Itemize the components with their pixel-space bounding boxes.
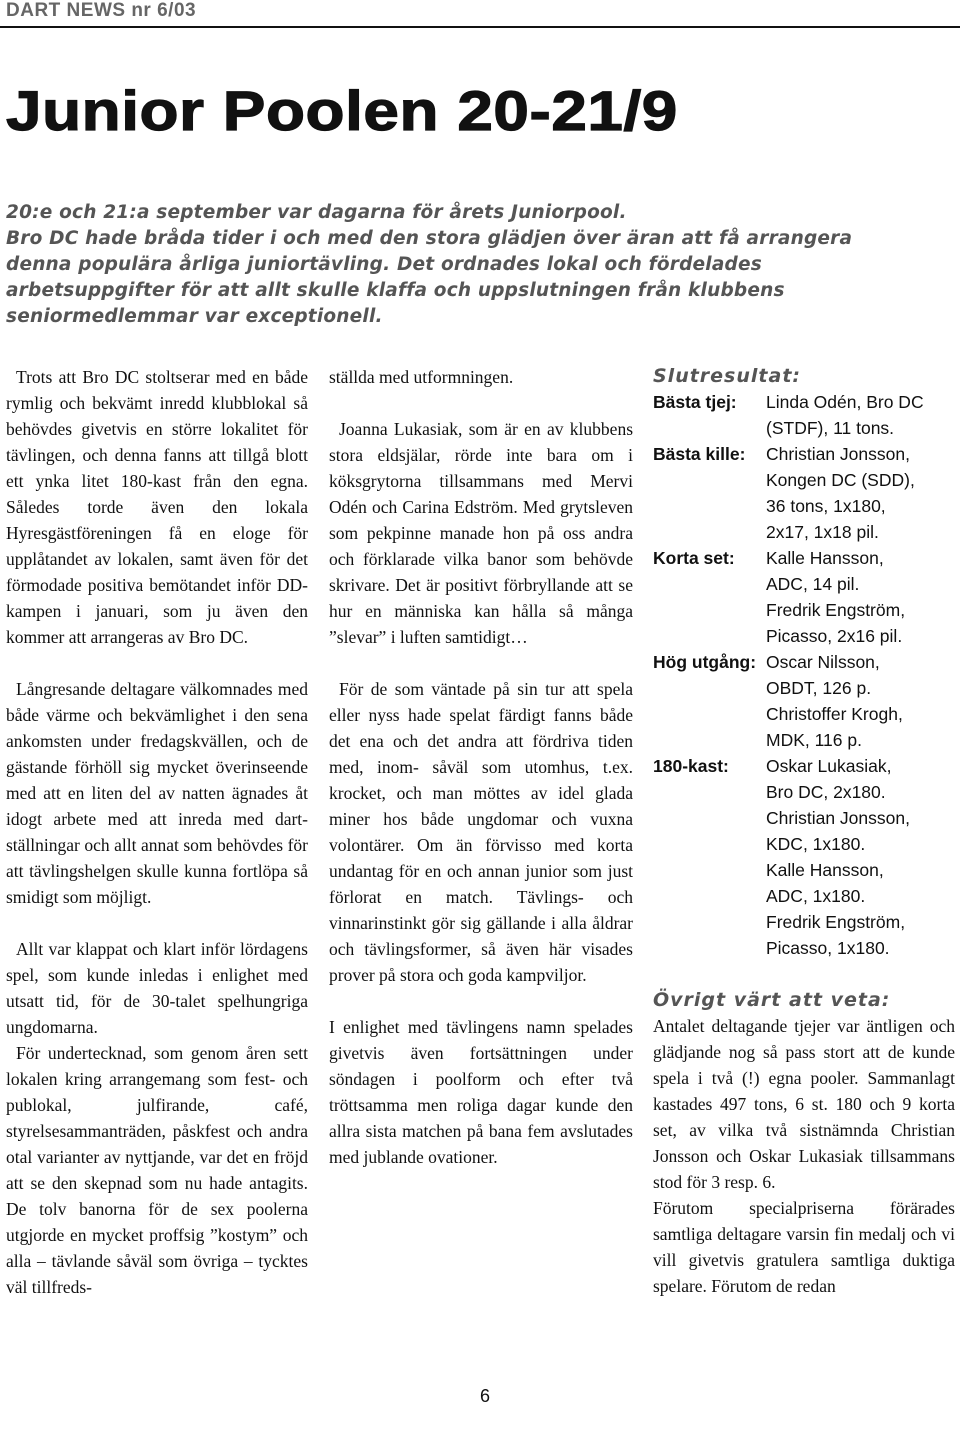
result-label bbox=[653, 493, 766, 519]
result-label bbox=[653, 675, 766, 701]
result-value: Christian Jonsson, bbox=[766, 808, 910, 828]
result-label: Korta set: bbox=[653, 548, 735, 568]
paragraph: Joanna Lukasiak, som är en av klubbens stora eldsjälar, rörde inte bara om i köksgrytorna tillsammans med Mervi Odén och Carina Edström. Med grytsleven som pekpinne manade hon på oss andra och förklarade vilka banor som behövde skrivare. Det är positivt förbryllande att se hur en människa kan hålla så många ”slevar” i luften samtidigt… bbox=[329, 419, 633, 647]
paragraph: Allt var klappat och klart inför lördagens spel, som kunde inledas i enlighet med utsatt tid, för de 30-talet spelhungriga ungdomarna. bbox=[6, 939, 308, 1037]
paragraph: Förutom specialpriserna förärades samtliga deltagare varsin fin medalj och vi vill givetvis gratulera samtliga duktiga spelare. Förutom de redan bbox=[653, 1198, 955, 1296]
result-row bbox=[653, 805, 955, 831]
result-row bbox=[653, 649, 955, 675]
paragraph: ställda med utformningen. bbox=[329, 367, 514, 387]
result-row bbox=[653, 519, 955, 545]
result-row bbox=[653, 831, 955, 857]
result-label: 180-kast: bbox=[653, 756, 729, 776]
result-row bbox=[653, 935, 955, 961]
article-column-2 bbox=[329, 364, 633, 1170]
intro-line: Bro DC hade bråda tider i och med den stora glädjen över äran att få arrangera bbox=[6, 228, 853, 249]
intro-line: arbetsuppgifter för att allt skulle klaffa och uppslutningen från klubbens bbox=[6, 280, 785, 301]
results-heading: Slutresultat: bbox=[653, 365, 801, 387]
result-value: Kongen DC (SDD), bbox=[766, 470, 915, 490]
result-row bbox=[653, 597, 955, 623]
result-value: Picasso, 1x180. bbox=[766, 938, 890, 958]
result-value: OBDT, 126 p. bbox=[766, 678, 872, 698]
result-row bbox=[653, 727, 955, 753]
article-column-3 bbox=[653, 363, 955, 1299]
result-label bbox=[653, 467, 766, 493]
intro-line: seniormedlemmar var exceptionell. bbox=[6, 306, 383, 327]
result-row bbox=[653, 883, 955, 909]
result-label bbox=[653, 883, 766, 909]
result-value: Kalle Hansson, bbox=[766, 860, 884, 880]
result-value: (STDF), 11 tons. bbox=[766, 418, 895, 438]
result-value: Christian Jonsson, bbox=[766, 444, 910, 464]
paragraph: I enlighet med tävlingens namn spelades givetvis även fortsättningen under söndagen i poolform och efter två tröttsamma men roliga dagar kunde den allra sista matchen på bana fem avslutades med jublande ovationer. bbox=[329, 1017, 633, 1167]
result-row bbox=[653, 493, 955, 519]
article-title: Junior Poolen 20-21/9 bbox=[6, 79, 678, 142]
result-row bbox=[653, 779, 955, 805]
result-value: Christoffer Krogh, bbox=[766, 704, 903, 724]
result-value: KDC, 1x180. bbox=[766, 834, 866, 854]
result-label bbox=[653, 597, 766, 623]
paragraph: För de som väntade på sin tur att spela eller nyss hade spelat färdigt fanns både det ena och det andra att fördriva tiden med, inom- såväl som utomhus, t.ex. krocket, och man möttes av idel glada miner hos både ungdomar och vuxna volontärer. Om än förvisso med korta undantag för en och annan junior som just förlorat en match. Tävlings- och vinnarinstinkt gör sig gällande i alla åldrar och tävlingsformer, så även här visades prover på stora och goda kampviljor. bbox=[329, 679, 633, 985]
paragraph: Antalet deltagande tjejer var äntligen och glädjande nog så pass stort att de kunde spela i två (!) egna pooler. Sammanlagt kastades 497 tons, 6 st. 180 och 9 korta set, av vilka två sistnämnda Christian Jonsson och Oskar Lukasiak tillsammans stod för 3 resp. 6. bbox=[653, 1016, 955, 1192]
result-row bbox=[653, 571, 955, 597]
result-row bbox=[653, 857, 955, 883]
misc-heading: Övrigt värt att veta: bbox=[653, 989, 891, 1011]
result-row bbox=[653, 623, 955, 649]
result-value: ADC, 1x180. bbox=[766, 886, 866, 906]
misc-section bbox=[653, 1013, 955, 1299]
result-row bbox=[653, 415, 955, 441]
result-value: Fredrik Engström, bbox=[766, 912, 906, 932]
result-row bbox=[653, 753, 955, 779]
result-row bbox=[653, 441, 955, 467]
result-value: Bro DC, 2x180. bbox=[766, 782, 886, 802]
result-label bbox=[653, 779, 766, 805]
result-value: MDK, 116 p. bbox=[766, 730, 862, 750]
result-label bbox=[653, 571, 766, 597]
result-row bbox=[653, 909, 955, 935]
result-label bbox=[653, 701, 766, 727]
article-column-1 bbox=[6, 364, 308, 1300]
result-label bbox=[653, 805, 766, 831]
result-row bbox=[653, 389, 955, 415]
result-label bbox=[653, 519, 766, 545]
result-label: Bästa tjej: bbox=[653, 392, 737, 412]
paragraph: Långresande deltagare välkomnades med både värme och bekvämlighet i den sena ankomsten under fredagskvällen, och de gästande förhöll sig mycket överinseende med att en liten del av natten ägnades åt idogt arbete med att inreda med dart-ställningar och allt annat som behövdes för att tävlingshelgen skulle kunna fortlöpa så smidigt som möjligt. bbox=[6, 679, 308, 907]
result-value: Kalle Hansson, bbox=[766, 548, 884, 568]
intro-line: 20:e och 21:a september var dagarna för årets Juniorpool. bbox=[6, 202, 627, 223]
result-label: Hög utgång: bbox=[653, 652, 757, 672]
result-value: 36 tons, 1x180, bbox=[766, 496, 886, 516]
result-row bbox=[653, 545, 955, 571]
result-label bbox=[653, 415, 766, 441]
result-label bbox=[653, 935, 766, 961]
result-value: Picasso, 2x16 pil. bbox=[766, 626, 903, 646]
result-label bbox=[653, 831, 766, 857]
publication-header: DART NEWS nr 6/03 bbox=[6, 0, 197, 21]
article-intro bbox=[6, 200, 956, 330]
result-label: Bästa kille: bbox=[653, 444, 746, 464]
page-number: 6 bbox=[480, 1386, 491, 1406]
result-label bbox=[653, 623, 766, 649]
result-label bbox=[653, 909, 766, 935]
result-value: ADC, 14 pil. bbox=[766, 574, 860, 594]
paragraph: Trots att Bro DC stoltserar med en både rymlig och bekvämt inredd klubblokal så behövdes givetvis en större lokalitet för tävlingen, och denna fanns att tillgå blott ett ynka litet 180-kast från den egna. Således torde även den lokala Hyresgästföreningen få en eloge för upplåtandet av lokalen, samt även för det förmodade positiva bemötandet inför DD-kampen i januari, som ju även den kommer att arrangeras av Bro DC. bbox=[6, 367, 308, 647]
result-value: Linda Odén, Bro DC bbox=[766, 392, 924, 412]
result-row bbox=[653, 467, 955, 493]
paragraph: För undertecknad, som genom åren sett lokalen kring arrangemang som fest- och publokal, julfirande, café, styrelsesammanträden, påskfest och andra otal varianter av nyttjande, var det en fröjd att se den skepnad som nu hade antagits. De tolv banorna för de sex poolerna utgjorde en mycket proffsig ”kostym” och alla – tävlande såväl som övriga – tycktes väl tillfreds- bbox=[6, 1043, 308, 1297]
result-row bbox=[653, 701, 955, 727]
result-label bbox=[653, 857, 766, 883]
result-label bbox=[653, 727, 766, 753]
result-value: Oscar Nilsson, bbox=[766, 652, 880, 672]
result-value: 2x17, 1x18 pil. bbox=[766, 522, 879, 542]
results-list bbox=[653, 389, 955, 961]
header-bar bbox=[0, 0, 960, 28]
result-value: Fredrik Engström, bbox=[766, 600, 906, 620]
result-row bbox=[653, 675, 955, 701]
intro-line: denna populära årliga juniortävling. Det ordnades lokal och fördelades bbox=[6, 254, 762, 275]
result-value: Oskar Lukasiak, bbox=[766, 756, 892, 776]
